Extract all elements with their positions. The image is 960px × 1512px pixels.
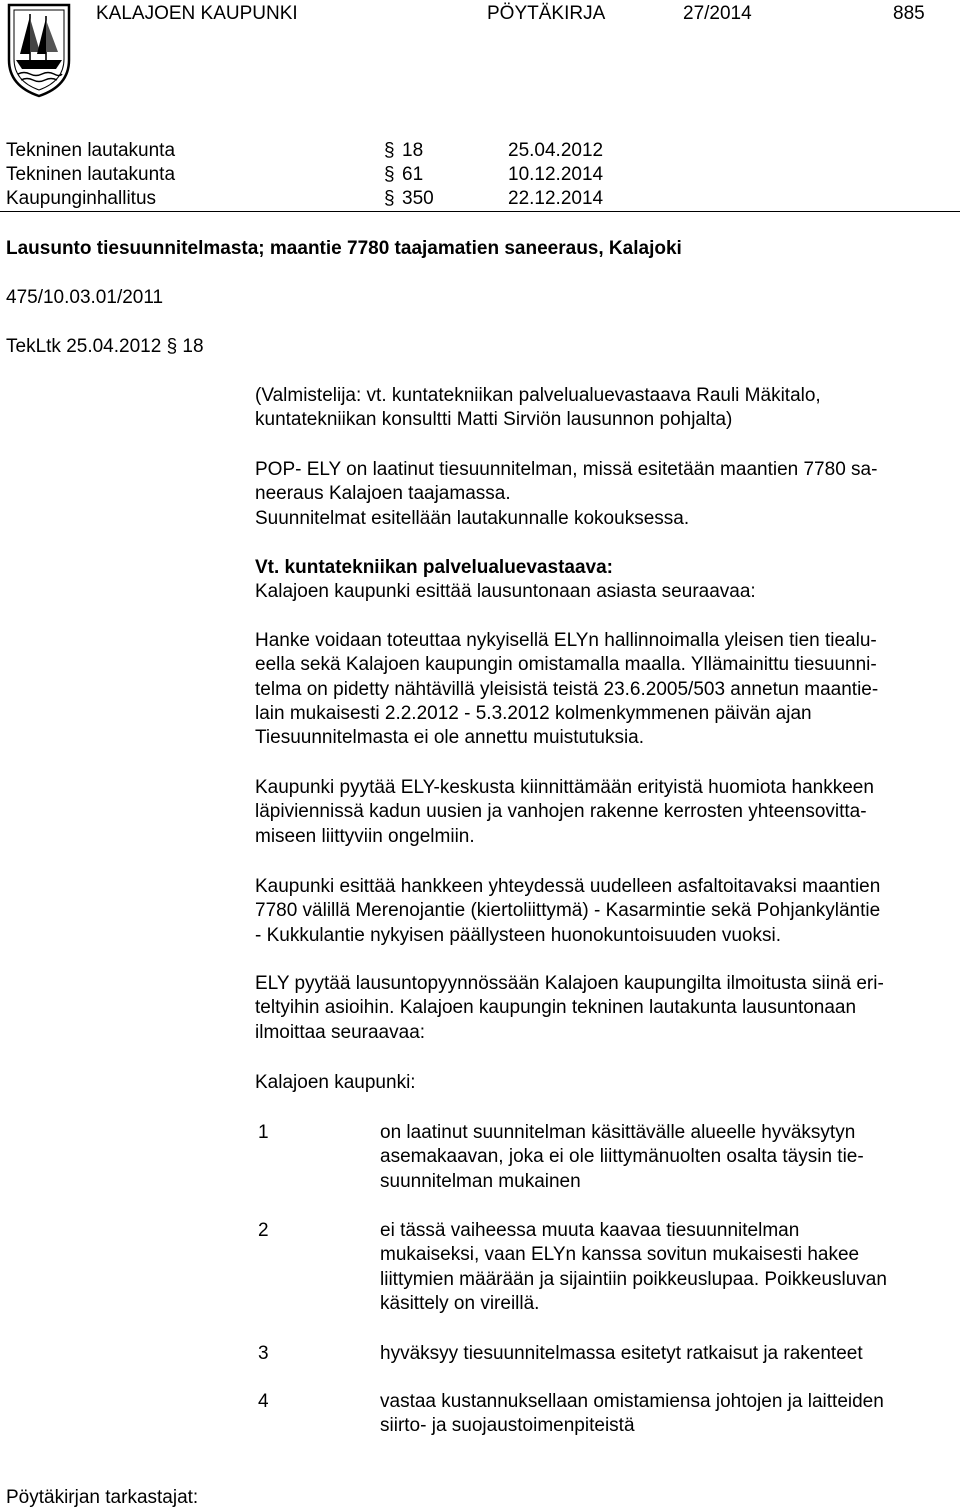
list-item [380,1121,955,1194]
text-line: lain mukaisesti 2.2.2012 - 5.3.2012 kolmenkymmenen päivän ajan [255,702,812,724]
minutes-inspectors-label: Pöytäkirjan tarkastajat: [6,1487,199,1508]
list-item [380,1342,955,1366]
history-section: 61 [402,164,424,185]
meeting-reference: TekLtk 25.04.2012 § 18 [6,336,204,357]
paragraph [255,629,955,750]
history-body: Tekninen lautakunta [6,164,176,185]
text-line: on laatinut suunnitelman käsittävälle alueelle hyväksytyn [380,1122,856,1143]
text-line: Kaupunki pyytää ELY-keskusta kiinnittämään erityistä huomiota hankkeen [255,777,874,798]
reference-number: 475/10.03.01/2011 [6,287,164,308]
list-item [380,1390,955,1439]
preparer-note [255,384,955,433]
text-line: ei tässä vaiheessa muuta kaavaa tiesuunnitelman [380,1220,800,1241]
text-line: eella sekä Kalajoen kaupungin omistamalla maalla. Yllämainittu tiesuunni- [255,654,877,676]
list-number: 4 [258,1391,269,1412]
history-date: 10.12.2014 [508,164,604,185]
city-coat-of-arms-logo [6,2,72,98]
paragraph [255,972,955,1045]
text-line: hyväksyy tiesuunnitelmassa esitetyt ratkaisut ja rakenteet [380,1343,863,1364]
text-line: - Kukkulantie nykyisen päällysteen huonokuntoisuuden vuoksi. [255,924,781,946]
text-line: ilmoittaa seuraavaa: [255,1021,426,1043]
history-body: Tekninen lautakunta [6,140,176,161]
text-line: vastaa kustannuksellaan omistamiensa johtojen ja laitteiden [380,1391,884,1412]
text-line: Hanke voidaan toteuttaa nykyisellä ELYn hallinnoimalla yleisen tien tiealu- [255,630,877,651]
proposal-intro: Kalajoen kaupunki esittää lausuntonaan asiasta seuraavaa: [255,581,756,602]
text-line: suunnitelman mukainen [380,1170,581,1192]
history-body: Kaupunginhallitus [6,188,157,209]
proposer-heading: Vt. kuntatekniikan palvelualuevastaava: [255,557,613,578]
text-line: Suunnitelmat esitellään lautakunnalle kokouksessa. [255,507,690,529]
text-line: kuntatekniikan konsultti Matti Sirviön lausunnon pohjalta) [255,409,733,431]
text-line: ELY pyytää lausuntopyynnössään Kalajoen kaupungilta ilmoitusta siinä eri- [255,973,884,994]
header-issue: 27/2014 [683,3,752,24]
paragraph [255,776,955,849]
text-line: Tiesuunnitelmasta ei ole annettu muistutuksia. [255,727,645,749]
text-line: teltyihin asioihin. Kalajoen kaupungin tekninen lautakunta lausuntonaan [255,997,857,1019]
text-line: POP- ELY on laatinut tiesuunnitelman, missä esitetään maantien 7780 sa- [255,459,878,480]
text-line: telma on pidetty nähtävillä yleisistä teistä 23.6.2005/503 annetun maantie- [255,678,879,700]
text-line: läpiviennissä kadun uusien ja vanhojen rakenne kerrosten yhteensovitta- [255,801,867,823]
list-number: 2 [258,1220,269,1241]
text-line: asemakaavan, joka ei ole liittymänuolten osalta täysin tie- [380,1146,864,1168]
text-line: liittymien määrään ja sijaintiin poikkeuslupaa. Poikkeusluvan [380,1268,887,1290]
section-symbol: § [384,188,395,209]
paragraph [255,875,955,948]
text-line: (Valmistelija: vt. kuntatekniikan palvelualuevastaava Rauli Mäkitalo, [255,385,821,406]
text-line: siirto- ja suojaustoimenpiteistä [380,1415,635,1437]
list-heading: Kalajoen kaupunki: [255,1072,416,1093]
header-city: KALAJOEN KAUPUNKI [96,3,298,24]
history-section: 18 [402,140,424,161]
text-line: miseen liittyviin ongelmiin. [255,825,475,847]
divider [0,211,960,212]
text-line: mukaiseksi, vaan ELYn kanssa sovitun mukaisesti hakee [380,1244,860,1266]
subject-title: Lausunto tiesuunnitelmasta; maantie 7780 taajamatien saneeraus, Kalajoki [6,238,682,259]
text-line: Kaupunki esittää hankkeen yhteydessä uudelleen asfaltoitavaksi maantien [255,876,881,897]
text-line: neeraus Kalajoen taajamassa. [255,483,511,505]
list-item [380,1219,955,1316]
section-symbol: § [384,164,395,185]
history-section: 350 [402,188,434,209]
section-symbol: § [384,140,395,161]
list-number: 3 [258,1343,269,1364]
text-line: 7780 välillä Merenojantie (kiertoliittymä) - Kasarmintie sekä Pohjankyläntie [255,900,881,922]
history-date: 25.04.2012 [508,140,604,161]
header-doc-type: PÖYTÄKIRJA [487,3,606,24]
list-number: 1 [258,1122,269,1143]
header-page-number: 885 [893,3,925,24]
text-line: käsittely on vireillä. [380,1292,540,1314]
history-date: 22.12.2014 [508,188,604,209]
intro-paragraph [255,458,955,531]
